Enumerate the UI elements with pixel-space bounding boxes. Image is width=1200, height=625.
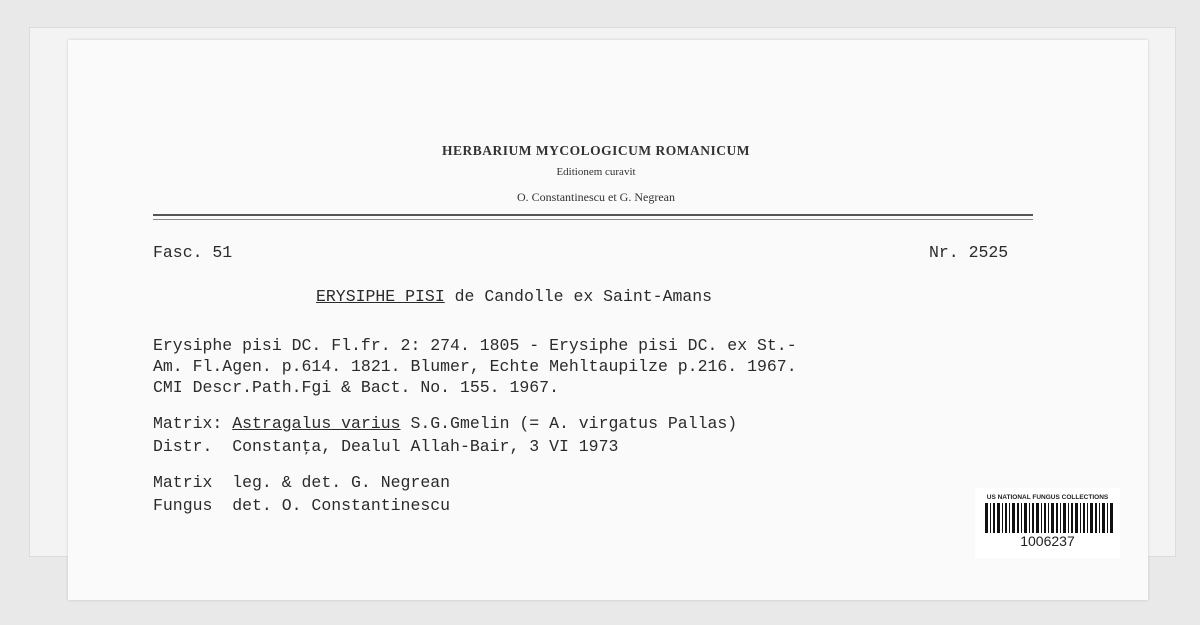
barcode-number: 1006237 [1020, 533, 1075, 549]
fascicle-number: Fasc. 51 [153, 243, 233, 262]
host-authority: S.G.Gmelin (= A. virgatus Pallas) [400, 414, 738, 433]
editors: O. Constantinescu et G. Negrean [517, 190, 675, 204]
determiner-line: Fungus det. O. Constantinescu [153, 496, 451, 515]
host-name: Astragalus varius [232, 414, 401, 433]
barcode-header: US NATIONAL FUNGUS COLLECTIONS [986, 494, 1109, 501]
matrix-label: Matrix: [153, 414, 233, 433]
barcode-label [975, 488, 1120, 558]
citation-line-1: Erysiphe pisi DC. Fl.fr. 2: 274. 1805 - Erysiphe pisi DC. ex St.- [153, 336, 797, 355]
species-authority: de Candolle ex Saint-Amans [444, 287, 713, 306]
divider [153, 219, 1033, 220]
divider [153, 214, 1033, 216]
barcode-icon [985, 503, 1113, 533]
matrix-line [153, 414, 737, 433]
collector-line: Matrix leg. & det. G. Negrean [153, 473, 451, 492]
species-name: ERYSIPHE PISI [316, 287, 445, 306]
distribution-line: Distr. Constanţa, Dealul Allah-Bair, 3 VI 1973 [153, 437, 619, 456]
species-heading [316, 287, 712, 306]
editor-note: Editionem curavit [556, 166, 636, 178]
exsiccata-number: Nr. 2525 [929, 243, 1009, 262]
herbarium-title: HERBARIUM MYCOLOGICUM ROMANICUM [442, 143, 750, 158]
citation-line-3: CMI Descr.Path.Fgi & Bact. No. 155. 1967. [153, 378, 559, 397]
citation-line-2: Am. Fl.Agen. p.614. 1821. Blumer, Echte Mehltaupilze p.216. 1967. [153, 357, 797, 376]
